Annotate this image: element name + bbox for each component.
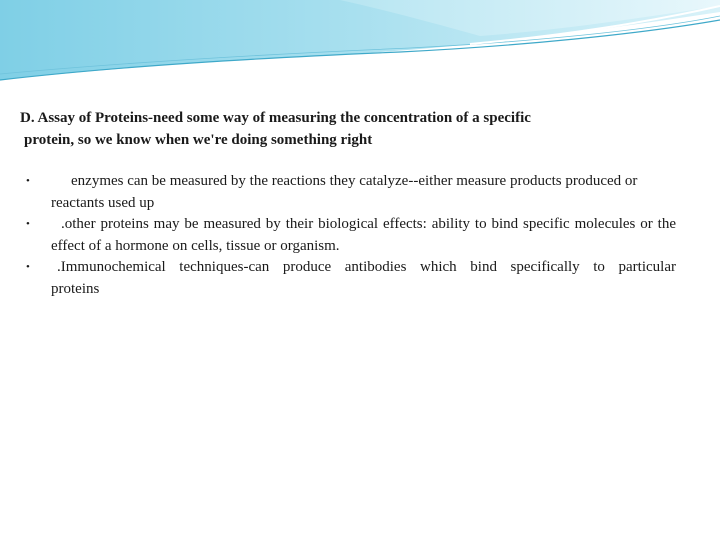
bullet-list xyxy=(26,171,676,300)
slide-heading-line-2: protein, so we know when we're doing something right xyxy=(24,132,373,148)
bullet-text: .other proteins may be measured by their biological effects: ability to bind specific molecules or the effect of a hormone on cells, tissue or organism. xyxy=(51,216,676,254)
list-item xyxy=(26,257,676,300)
list-item xyxy=(26,214,676,257)
bullet-icon: • xyxy=(26,218,30,230)
bullet-text: enzymes can be measured by the reactions they catalyze--either measure products produced or reactants used up xyxy=(51,173,638,211)
bullet-text: .Immunochemical techniques-can produce antibodies which bind specifically to particular proteins xyxy=(51,259,676,297)
header-swoosh-decoration xyxy=(0,0,720,95)
slide-heading-line-1: D. Assay of Proteins-need some way of measuring the concentration of a specific xyxy=(20,110,531,126)
bullet-icon: • xyxy=(26,175,30,187)
slide-heading xyxy=(20,107,660,151)
bullet-icon: • xyxy=(26,261,30,273)
list-item xyxy=(26,171,676,214)
